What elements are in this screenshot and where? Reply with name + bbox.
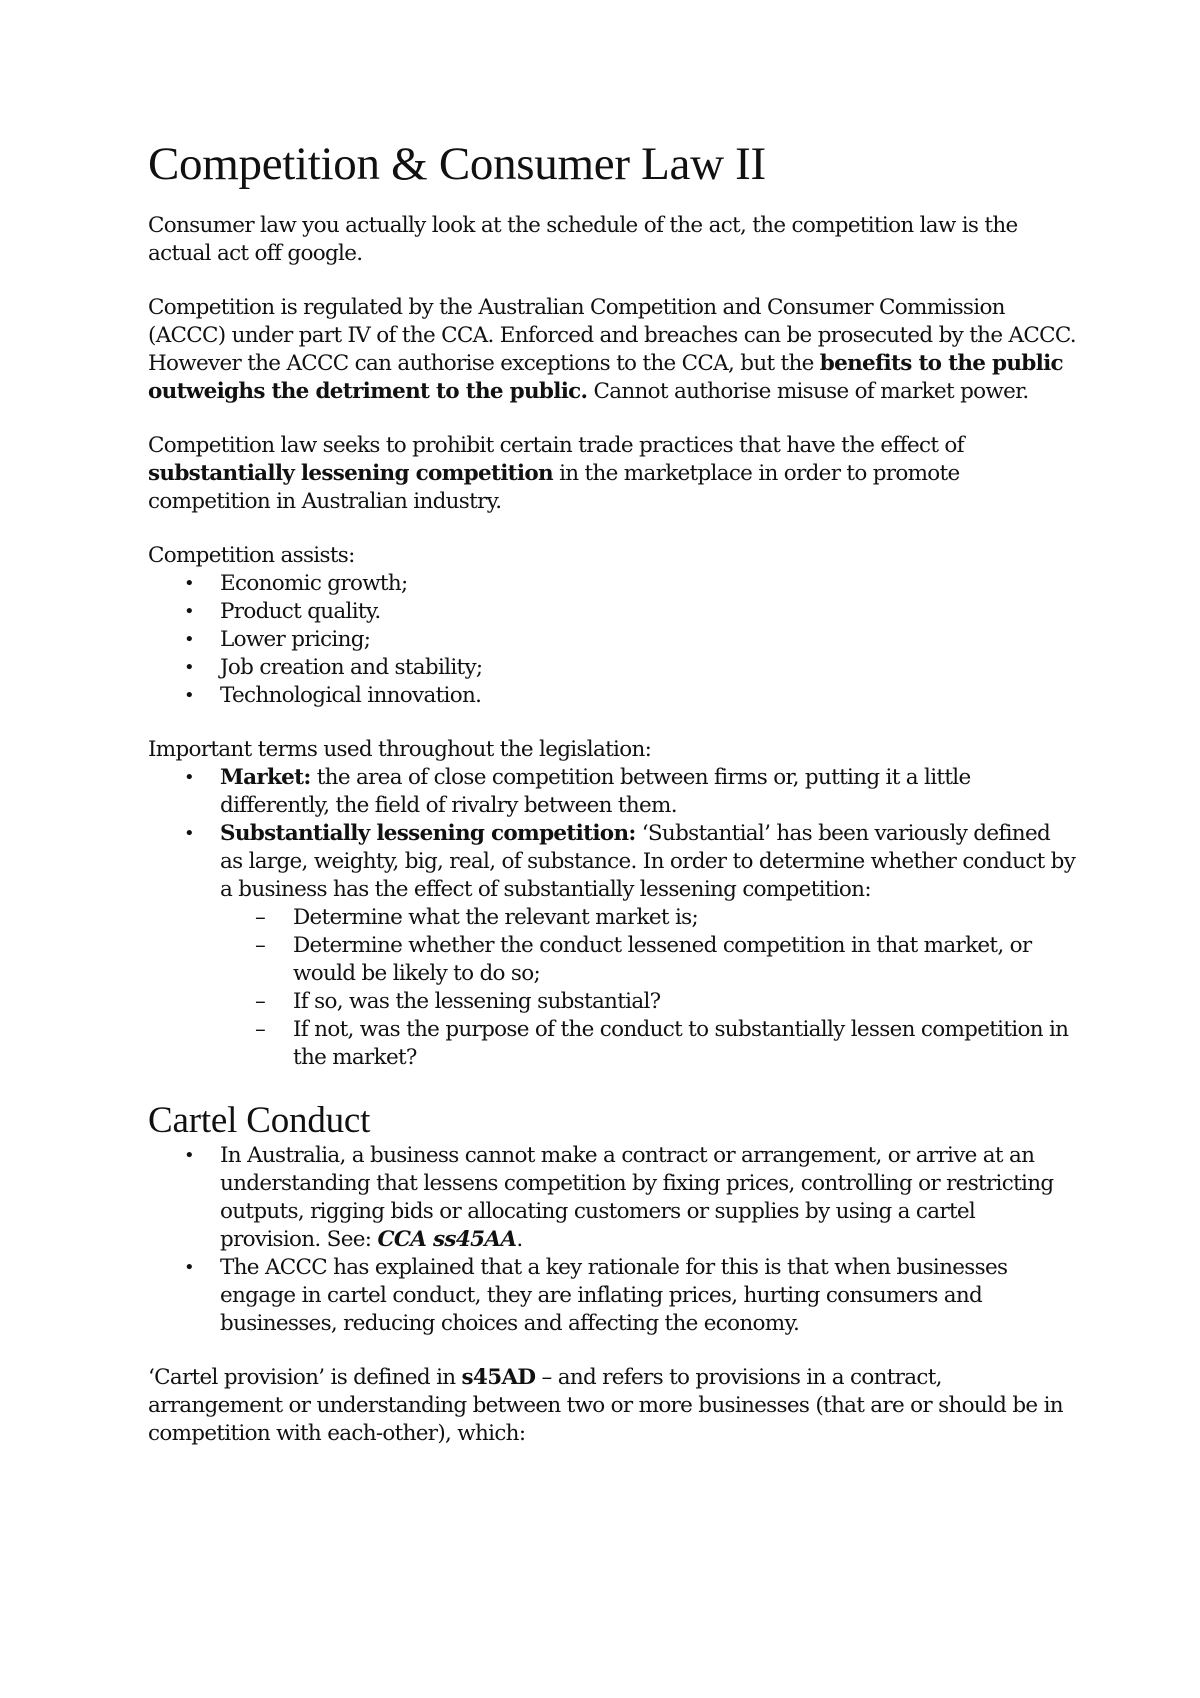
cartel-bullet1-text-a: In Australia, a business cannot make a contract or arrangement, or arrive at an understanding that lessens competition by fixing prices, controlling or restricting outputs, rigging bids or allocating customers or supplies by using a cartel provision. See: bbox=[220, 1143, 1054, 1252]
cartel-def-text-a: ‘Cartel provision’ is defined in bbox=[148, 1365, 462, 1390]
intro-paragraph-2 bbox=[148, 294, 1078, 406]
terms-list bbox=[148, 764, 1078, 1072]
list-item: – Determine what the relevant market is; bbox=[220, 904, 1078, 932]
cartel-list bbox=[148, 1142, 1078, 1338]
intro-p3-text-a: Competition law seeks to prohibit certain trade practices that have the effect of bbox=[148, 433, 964, 458]
list-item: • The ACCC has explained that a key rationale for this is that when businesses engage in cartel conduct, they are inflating prices, hurting consumers and businesses, reducing choices and affecting the economy. bbox=[148, 1254, 1078, 1338]
term-slc-label: Substantially lessening competition: bbox=[220, 821, 636, 846]
list-item bbox=[148, 1142, 1078, 1254]
intro-p2-text-b: Cannot authorise misuse of market power. bbox=[587, 379, 1029, 404]
cartel-bullet1-reference: CCA ss45AA bbox=[377, 1227, 517, 1252]
assists-list bbox=[148, 570, 1078, 710]
list-item: – If not, was the purpose of the conduct to substantially lessen competition in the market? bbox=[220, 1016, 1078, 1072]
cartel-definition-paragraph bbox=[148, 1364, 1078, 1448]
intro-paragraph-3 bbox=[148, 432, 1078, 516]
term-slc bbox=[148, 820, 1078, 1072]
list-item: • Lower pricing; bbox=[148, 626, 1078, 654]
term-market bbox=[148, 764, 1078, 820]
term-market-label: Market: bbox=[220, 765, 311, 790]
list-item: • Job creation and stability; bbox=[148, 654, 1078, 682]
intro-p3-text-b: in the marketplace in order to promote competition in Australian industry. bbox=[148, 461, 960, 514]
page-title: Competition & Consumer Law II bbox=[148, 138, 766, 190]
assists-heading: Competition assists: bbox=[148, 543, 355, 568]
list-item: • Technological innovation. bbox=[148, 682, 1078, 710]
intro-p2-text-a: Competition is regulated by the Australian Competition and Consumer Commission (ACCC) under part IV of the CCA. Enforced and breaches can be prosecuted by the ACCC. However the ACCC can authorise exceptions to the CCA, but the bbox=[148, 295, 1076, 376]
cartel-bullet1-text-b: . bbox=[516, 1227, 523, 1252]
cartel-def-text-b: – and refers to provisions in a contract, arrangement or understanding between two or more businesses (that are or should be in competition with each-other), which: bbox=[148, 1365, 1063, 1446]
cartel-def-reference: s45AD bbox=[461, 1365, 536, 1390]
list-item: • Product quality. bbox=[148, 598, 1078, 626]
list-item: • Economic growth; bbox=[148, 570, 1078, 598]
intro-p2-bold: benefits to the public outweighs the detriment to the public. bbox=[148, 351, 1063, 404]
slc-steps-list bbox=[220, 904, 1078, 1072]
list-item: – If so, was the lessening substantial? bbox=[220, 988, 1078, 1016]
intro-paragraph-1: Consumer law you actually look at the schedule of the act, the competition law is the actual act off google. bbox=[148, 213, 1018, 266]
intro-p3-bold: substantially lessening competition bbox=[148, 461, 553, 486]
list-item: – Determine whether the conduct lessened competition in that market, or would be likely to do so; bbox=[220, 932, 1078, 988]
term-market-definition: the area of close competition between firms or, putting it a little differently, the field of rivalry between them. bbox=[220, 765, 971, 818]
section-heading-cartel: Cartel Conduct bbox=[148, 1100, 371, 1141]
document-page bbox=[148, 138, 1078, 1448]
term-slc-definition: ‘Substantial’ has been variously defined as large, weighty, big, real, of substance. In order to determine whether conduct by a business has the effect of substantially lessening competition: bbox=[220, 821, 1076, 902]
terms-heading: Important terms used throughout the legislation: bbox=[148, 737, 652, 762]
